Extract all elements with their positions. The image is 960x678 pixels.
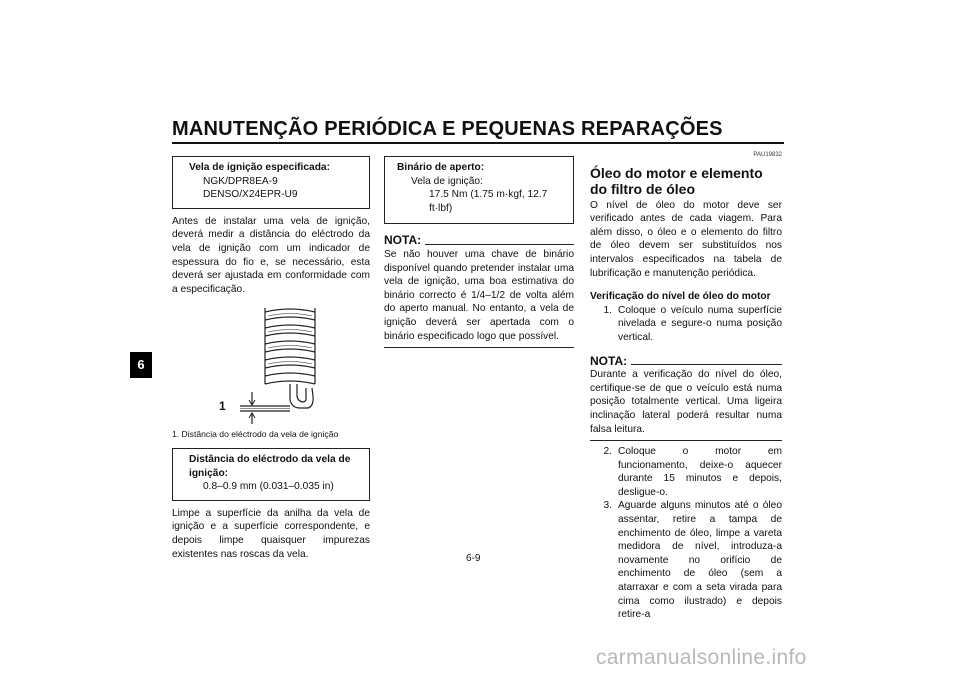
paragraph: Antes de instalar uma vela de ignição, deverá medir a distância do eléctrodo da vela de ignição com um indicador de espessura do fio e, se necessário, esta deverá ser ajustada em conformidade com a especificação. <box>172 215 370 295</box>
column-1 <box>172 156 370 561</box>
chapter-tab: 6 <box>130 352 152 378</box>
paragraph: Limpe a superfície da anilha da vela de ignição e a superfície correspondente, e depois limpe quaisquer impurezas existentes nas roscas da vela. <box>172 507 370 560</box>
list-item <box>590 304 782 345</box>
gap-box-heading: Distância do eléctrodo da vela de ignição: <box>189 453 351 479</box>
step-number: 2. <box>603 446 612 458</box>
list-item <box>590 499 782 621</box>
step-text: Coloque o veículo numa superfície nivelada e segure-o numa posição vertical. <box>618 304 782 343</box>
note-text: Se não houver uma chave de binário disponível quando pretender instalar uma vela de ignição, uma boa estimativa do binário correcto é 1/4–1/2 de volta além do aperto manual. No entanto, a vela de ignição deverá ser apertada com o binário especificado logo que possível. <box>384 248 574 342</box>
torque-heading: Binário de aperto: <box>397 162 485 173</box>
note-end-rule <box>590 440 782 441</box>
step-text: Aguarde alguns minutos até o óleo assentar, retire a tampa de enchimento de óleo, limpe a vareta medidora de nível, introduza-a novamente no orifício de enchimento de óleo (sem a atarraxar e com a seta virada para cima como ilustrado) e depois retire-a <box>618 500 782 621</box>
watermark: carmanualsonline.info <box>596 646 807 669</box>
gap-value: 0.8–0.9 mm (0.031–0.035 in) <box>203 481 334 493</box>
reference-code: PAU19832 <box>753 152 782 158</box>
section-title: Óleo do motor e elemento do filtro de óleo <box>590 164 763 197</box>
note-text: Durante a verificação do nível do óleo, certifique-se de que o veículo está numa posição totalmente vertical. Uma ligeira inclinação lateral poderá resultar numa falsa leitura. <box>590 369 782 435</box>
spec-line: NGK/DPR8EA-9 <box>203 175 278 187</box>
note-rule <box>425 244 574 245</box>
spark-plug-spec-box <box>172 156 370 209</box>
figure-callout: 1 <box>219 399 226 414</box>
note-header <box>590 355 782 369</box>
title-rule <box>172 142 784 144</box>
spec-box-heading: Vela de ignição especificada: <box>189 162 330 173</box>
column-3 <box>590 149 782 622</box>
torque-value: 17.5 Nm (1.75 m·kgf, 12.7 ft·lbf) <box>429 189 548 214</box>
spark-plug-figure <box>172 296 370 426</box>
spec-line: DENSO/X24EPR-U9 <box>203 189 298 201</box>
torque-line: Vela de ignição: <box>411 175 483 187</box>
step-number: 3. <box>603 500 612 512</box>
figure-caption: 1. Distância do eléctrodo da vela de ignição <box>172 429 339 440</box>
paragraph: O nível de óleo do motor deve ser verificado antes de cada viagem. Para além disso, o óleo e o elemento do filtro de óleo devem ser substituídos nos intervalos especificados na tabela de lubrificação e manutenção periódica. <box>590 199 782 279</box>
subheading: Verificação do nível de óleo do motor <box>590 291 771 303</box>
electrode-gap-box <box>172 448 370 501</box>
note-end-rule <box>384 347 574 348</box>
step-text: Coloque o motor em funcionamento, deixe-o aquecer durante 15 minutos e depois, desligue-o. <box>618 446 782 498</box>
spark-plug-illustration <box>172 296 370 426</box>
list-item <box>590 445 782 499</box>
page-number: 6-9 <box>466 553 481 564</box>
step-number: 1. <box>603 304 612 316</box>
note-rule <box>631 364 782 365</box>
note-label: NOTA: <box>384 233 422 248</box>
page-title: MANUTENÇÃO PERIÓDICA E PEQUENAS REPARAÇÕES <box>172 118 723 140</box>
torque-box <box>384 156 574 224</box>
note-header <box>384 234 574 248</box>
column-2 <box>384 156 574 348</box>
note-label: NOTA: <box>590 353 628 368</box>
